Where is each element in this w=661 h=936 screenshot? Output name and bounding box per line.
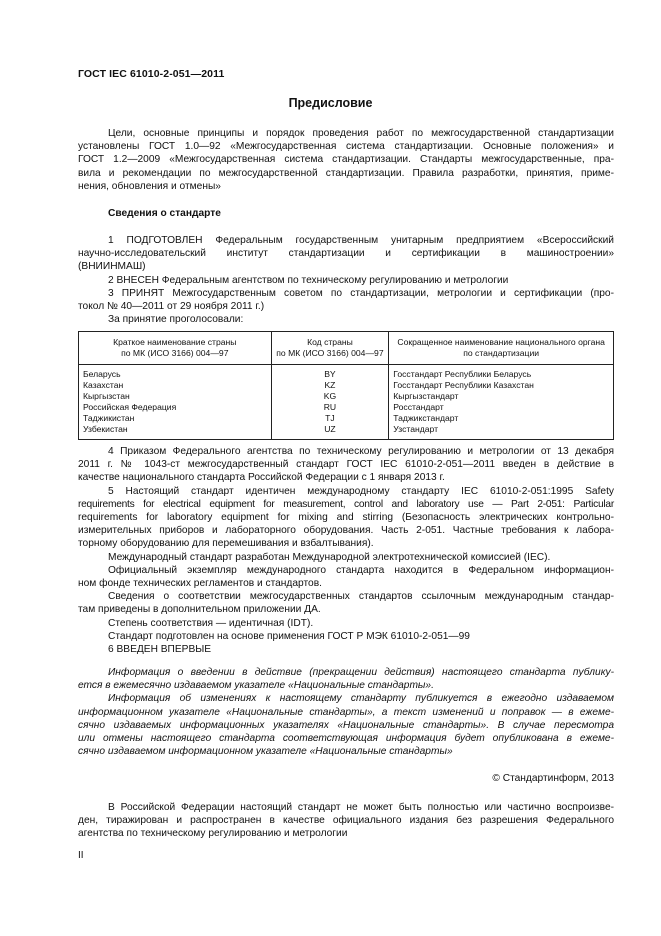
body-cell: Госстандарт Республики Беларусь xyxy=(389,365,614,381)
info-line: (ВНИИНМАШ) xyxy=(78,261,146,273)
detail-line: ном фонде технических регламентов и стандартов. xyxy=(78,578,322,590)
document-header: ГОСТ IEC 61010-2-051—2011 xyxy=(78,68,225,80)
code-cell: RU xyxy=(271,402,389,413)
country-cell: Беларусь xyxy=(79,365,272,381)
table-header-row xyxy=(79,332,614,365)
info-line: 2 ВНЕСЕН Федеральным агентством по техническому регулированию и метрологии xyxy=(108,274,509,286)
detail-line: там приведены в дополнительном приложении ДА. xyxy=(78,604,321,616)
table-row xyxy=(79,402,614,413)
table-row xyxy=(79,413,614,424)
header-text: по стандартизации xyxy=(463,348,540,358)
notice-line: В Российской Федерации настоящий стандарт не может быть полностью или частично воспроизве- xyxy=(108,802,614,813)
column-header-code xyxy=(271,332,389,365)
body-cell: Росстандарт xyxy=(389,402,614,413)
publication-info xyxy=(78,666,614,758)
italic-line: сячно издаваемых информационных указателях «Национальные стандарты». В случае пересмотра xyxy=(78,719,614,731)
info-line: научно-исследовательский институт стандартизации и сертификации в машиностроении» xyxy=(78,248,614,260)
body-cell: Узстандарт xyxy=(389,424,614,440)
copyright-block xyxy=(78,772,614,785)
table-row xyxy=(79,365,614,381)
header-text: по МК (ИСО 3166) 004—97 xyxy=(276,348,384,358)
header-text: Сокращенное наименование национального органа xyxy=(397,337,605,347)
country-cell: Казахстан xyxy=(79,380,272,391)
italic-line: сячно издаваемом информационном указателе «Национальные стандарты» xyxy=(78,746,453,758)
section-heading: Сведения о стандарте xyxy=(108,208,221,219)
header-text: Краткое наименование страны xyxy=(113,337,237,347)
notice-line: агентства по техническому регулированию и метрологии xyxy=(78,828,348,840)
page-title: Предисловие xyxy=(288,96,373,110)
info-line: 3 ПРИНЯТ Межгосударственным советом по стандартизации, метрологии и сертификации (про- xyxy=(108,287,614,299)
reproduction-notice xyxy=(78,801,614,841)
table-row xyxy=(79,424,614,440)
intro-line: нения, обновления и отмены» xyxy=(78,180,221,192)
detail-line: 2011 г. № 1043-ст межгосударственный стандарт ГОСТ IEC 61010-2-051—2011 введен в действие в xyxy=(78,459,614,471)
detail-line: Международный стандарт разработан Международной электротехнической комиссией (IEC). xyxy=(108,551,551,563)
copyright: © Стандартинформ, 2013 xyxy=(492,773,614,784)
code-cell: TJ xyxy=(271,413,389,424)
intro-line: вила и рекомендации по межгосударственной стандартизации. Правила разработки, принятия, приме- xyxy=(78,167,614,179)
header-text: по МК (ИСО 3166) 004—97 xyxy=(121,348,229,358)
voting-countries-table xyxy=(78,331,614,440)
column-header-country xyxy=(79,332,272,365)
info-line: токол № 40—2011 от 29 ноября 2011 г.) xyxy=(78,301,265,313)
column-header-body xyxy=(389,332,614,365)
section-heading-block xyxy=(78,207,614,220)
page-number: II xyxy=(78,850,84,861)
detail-line: 6 ВВЕДЕН ВПЕРВЫЕ xyxy=(108,644,212,656)
code-cell: UZ xyxy=(271,424,389,440)
intro-line: установлены ГОСТ 1.0—92 «Межгосударственная система стандартизации. Основные положения» и xyxy=(78,141,614,153)
italic-line: информационном указателе «Национальные стандарты», а текст изменений и поправок — в ежеме- xyxy=(78,706,614,718)
table-row xyxy=(79,391,614,402)
country-cell: Таджикистан xyxy=(79,413,272,424)
intro-line: Цели, основные принципы и порядок проведения работ по межгосударственной стандартизации xyxy=(108,128,614,139)
country-cell: Кыргызстан xyxy=(79,391,272,402)
detail-line: requirements for electrical equipment for measurement, control and laboratory use — Part 2-051: Particular xyxy=(78,498,614,510)
header-text: Код страны xyxy=(307,337,353,347)
table-row xyxy=(79,380,614,391)
standard-details xyxy=(78,445,614,656)
intro-line: ГОСТ 1.2—2009 «Межгосударственная система стандартизации. Стандарты межгосударственные, пра- xyxy=(78,154,614,166)
italic-line: Информация об изменениях к настоящему стандарту публикуется в ежегодно издаваемом xyxy=(108,693,614,705)
code-cell: BY xyxy=(271,365,389,381)
detail-line: requirements for laboratory equipment for mixing and stirring (Безопасность электрических контрольно- xyxy=(78,512,614,524)
notice-line: ден, тиражирован и распространен в качестве официального издания без разрешения Федерального xyxy=(78,815,614,827)
code-cell: KZ xyxy=(271,380,389,391)
italic-line: ется в ежемесячно издаваемом указателе «Национальные стандарты». xyxy=(78,680,434,692)
code-cell: KG xyxy=(271,391,389,402)
italic-line: или отмены настоящего стандарта соответствующая информация будет опубликована в ежеме- xyxy=(78,733,614,745)
body-cell: Госстандарт Республики Казахстан xyxy=(389,380,614,391)
country-cell: Российская Федерация xyxy=(79,402,272,413)
standard-info xyxy=(78,234,614,326)
detail-line: 5 Настоящий стандарт идентичен международному стандарту IEC 61010-2-051:1995 Safety xyxy=(108,485,614,497)
info-line: За принятие проголосовали: xyxy=(108,314,244,326)
detail-line: Стандарт подготовлен на основе применения ГОСТ Р МЭК 61010-2-051—99 xyxy=(108,630,470,642)
italic-line: Информация о введении в действие (прекращении действия) настоящего стандарта публику- xyxy=(108,667,614,678)
intro-paragraph xyxy=(78,127,614,193)
body-cell: Таджикстандарт xyxy=(389,413,614,424)
country-cell: Узбекистан xyxy=(79,424,272,440)
detail-line: качестве национального стандарта Российской Федерации с 1 января 2013 г. xyxy=(78,472,445,484)
detail-line: Сведения о соответствии межгосударственных стандартов ссылочным международным стандар- xyxy=(108,591,614,603)
detail-line: Официальный экземпляр международного стандарта находится в Федеральном информацион- xyxy=(108,564,614,576)
info-line: 1 ПОДГОТОВЛЕН Федеральным государственным унитарным предприятием «Всероссийский xyxy=(108,235,614,246)
detail-line: торному оборудованию для перемешивания и взбалтывания). xyxy=(78,538,374,550)
detail-line: измерительных приборов и лабораторного оборудования. Часть 2-051. Частные требования к лабора- xyxy=(78,525,614,537)
body-cell: Кыргызстандарт xyxy=(389,391,614,402)
detail-line: 4 Приказом Федерального агентства по техническому регулированию и метрологии от 13 декабря xyxy=(108,446,614,457)
detail-line: Степень соответствия — идентичная (IDT). xyxy=(108,617,314,629)
